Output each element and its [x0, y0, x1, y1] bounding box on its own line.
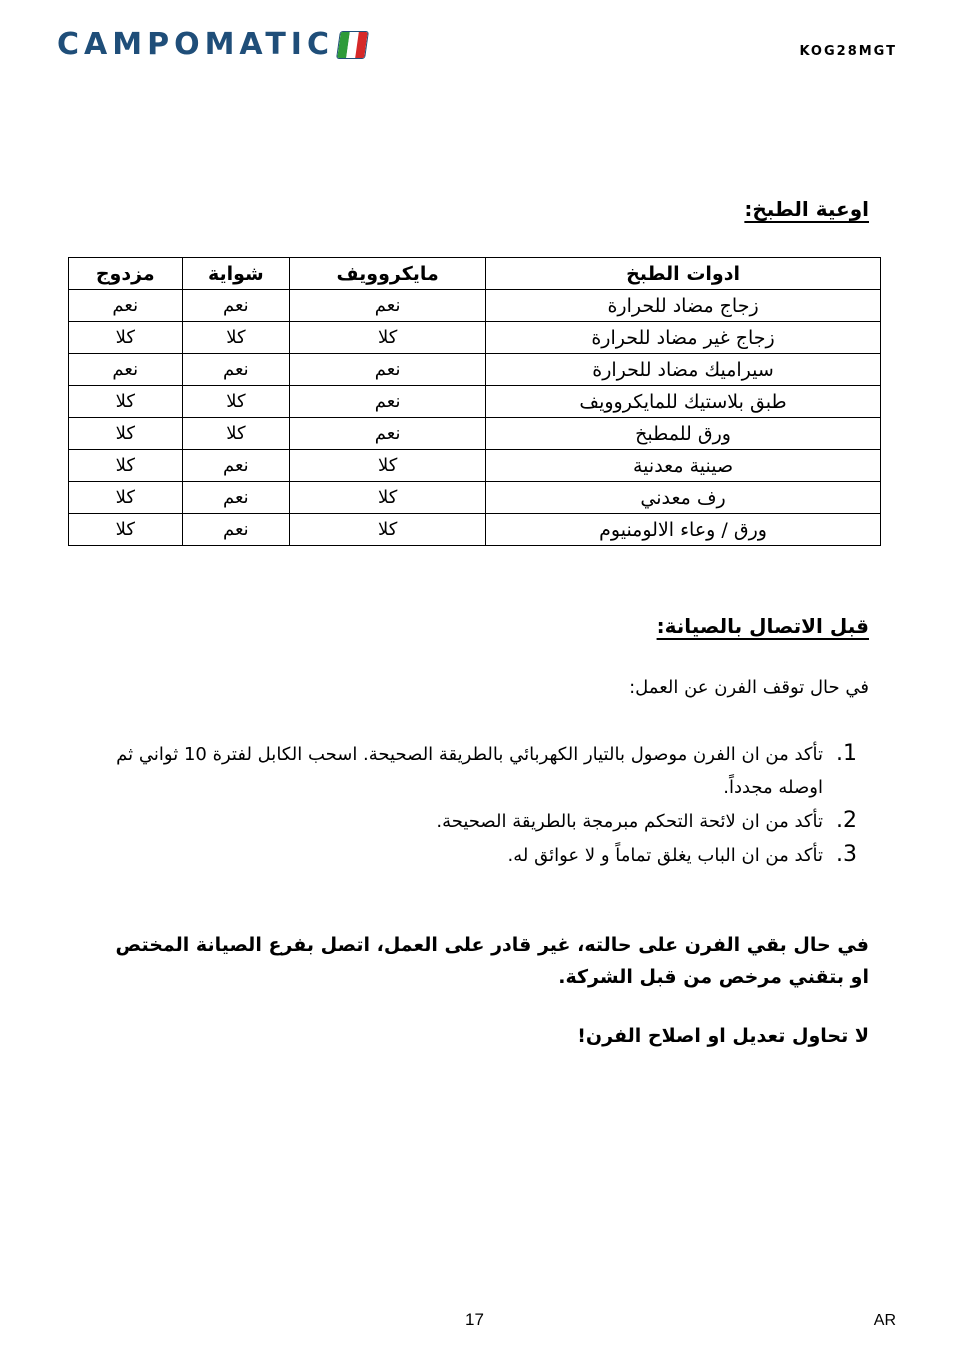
compatibility-cell: كلا: [290, 482, 486, 514]
compatibility-cell: نعم: [290, 290, 486, 322]
language-code: AR: [873, 1312, 896, 1329]
table-row: [69, 450, 881, 482]
compatibility-cell: نعم: [290, 418, 486, 450]
list-item: 1. تأكد من ان الفرن موصول بالتيار الكهربائي بالطريقة الصحيحة. اسحب الكابل لفترة 10 ثواني ثم اوصله مجدداً.: [69, 737, 829, 804]
table-row: [69, 418, 881, 450]
service-note: في حال بقي الفرن على حالته، غير قادر على العمل، اتصل بفرع الصيانة المختص او بتقني مرخص من قبل الشركة.: [115, 934, 869, 988]
cookware-item-cell: ورق للمطبخ: [486, 418, 881, 450]
service-heading: قبل الاتصال بالصيانة:: [656, 614, 869, 638]
cookware-heading: اوعية الطبخ:: [744, 197, 869, 221]
compatibility-cell: كلا: [290, 322, 486, 354]
column-header: ادوات الطبخ: [486, 258, 881, 290]
compatibility-cell: كلا: [182, 418, 290, 450]
table-row: [69, 354, 881, 386]
compatibility-cell: كلا: [69, 386, 183, 418]
cookware-item-cell: زجاج مضاد للحرارة: [486, 290, 881, 322]
compatibility-cell: كلا: [69, 450, 183, 482]
column-header: مزدوج: [69, 258, 183, 290]
italian-flag-icon: [336, 31, 369, 59]
cookware-item-cell: سيراميك مضاد للحرارة: [486, 354, 881, 386]
cookware-item-cell: رف معدني: [486, 482, 881, 514]
table-row: [69, 386, 881, 418]
cookware-item-cell: صينية معدنية: [486, 450, 881, 482]
warning-text: لا تحاول تعديل او اصلاح الفرن!: [577, 1025, 869, 1047]
table-row: [69, 482, 881, 514]
cookware-table: [68, 257, 881, 546]
list-item: 3. تأكد من ان الباب يغلق تماماً و لا عوائق له.: [69, 838, 829, 872]
cookware-item-cell: ورق / وعاء الالومنيوم: [486, 514, 881, 546]
compatibility-cell: نعم: [182, 354, 290, 386]
page-number: 17: [465, 1310, 484, 1329]
brand-logo: [57, 27, 367, 62]
column-header: شواية: [182, 258, 290, 290]
cookware-item-cell: زجاج غير مضاد للحرارة: [486, 322, 881, 354]
compatibility-cell: نعم: [290, 354, 486, 386]
model-number: KOG28MGT: [799, 44, 897, 59]
table-row: [69, 322, 881, 354]
compatibility-cell: نعم: [290, 386, 486, 418]
compatibility-cell: نعم: [182, 450, 290, 482]
table-row: [69, 290, 881, 322]
compatibility-cell: كلا: [69, 418, 183, 450]
troubleshooting-steps: [69, 737, 869, 872]
list-item: 2. تأكد من ان لائحة التحكم مبرمجة بالطريقة الصحيحة.: [69, 804, 829, 838]
compatibility-cell: كلا: [290, 514, 486, 546]
compatibility-cell: نعم: [69, 354, 183, 386]
compatibility-cell: كلا: [290, 450, 486, 482]
compatibility-cell: نعم: [182, 482, 290, 514]
cookware-item-cell: طبق بلاستيك للمايكروويف: [486, 386, 881, 418]
column-header: مايكروويف: [290, 258, 486, 290]
brand-name: CAMPOMATIC: [57, 27, 334, 62]
table-header-row: [69, 258, 881, 290]
compatibility-cell: نعم: [182, 290, 290, 322]
compatibility-cell: كلا: [69, 514, 183, 546]
compatibility-cell: نعم: [182, 514, 290, 546]
intro-text: في حال توقف الفرن عن العمل:: [629, 677, 869, 698]
compatibility-cell: كلا: [69, 482, 183, 514]
table-row: [69, 514, 881, 546]
compatibility-cell: كلا: [182, 386, 290, 418]
compatibility-cell: نعم: [69, 290, 183, 322]
compatibility-cell: كلا: [182, 322, 290, 354]
compatibility-cell: كلا: [69, 322, 183, 354]
